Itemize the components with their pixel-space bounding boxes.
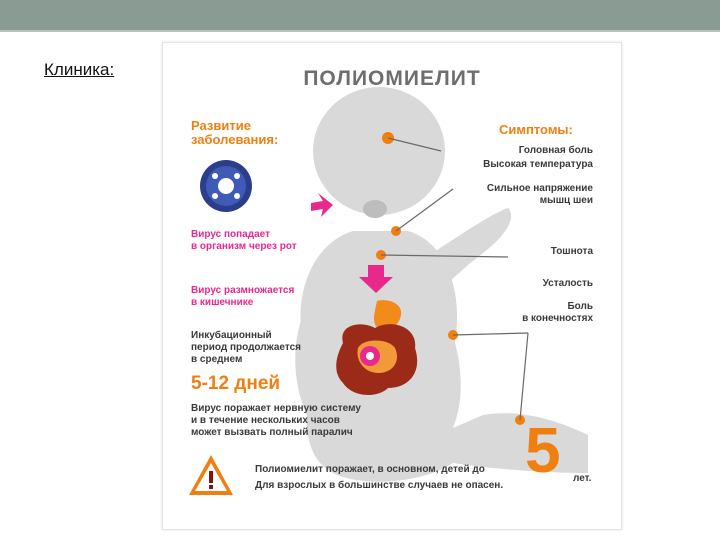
- development-heading: Развитие заболевания:: [191, 118, 279, 147]
- warning-icon: [189, 455, 233, 495]
- symptom-limb-pain: Боль в конечностях: [522, 301, 593, 324]
- slide-label: Клиника:: [44, 60, 115, 79]
- symptoms-heading: Симптомы:: [499, 122, 573, 137]
- throat-mark: [363, 200, 387, 218]
- footer-note: Полиомиелит поражает, в основном, детей до Для взрослых в большинстве случаев не опасен.: [255, 464, 504, 491]
- symptom-headache: Головная боль: [518, 145, 593, 156]
- poliomyelitis-poster: [162, 42, 622, 530]
- poster-title: ПОЛИОМИЕЛИТ: [303, 67, 481, 90]
- slide-header-bar: [0, 0, 720, 30]
- stage-nerve-damage: Вирус поражает нервную систему и в течение нескольких часов может вызвать полный паралич: [191, 403, 361, 438]
- symptom-nausea: Тошнота: [550, 246, 593, 257]
- symptom-fever: Высокая температура: [483, 159, 593, 170]
- slide-header-line: [0, 30, 720, 32]
- incubation-days: 5-12 дней: [191, 373, 281, 394]
- stage-multiply: Вирус размножается в кишечнике: [191, 285, 295, 308]
- virus-icon: [200, 160, 252, 212]
- symptom-fatigue: Усталость: [542, 278, 593, 289]
- stage-entry: Вирус попадает в организм через рот: [191, 229, 297, 252]
- stage-incubation: Инкубационный период продолжается в среднем: [191, 330, 302, 365]
- years-label: лет.: [573, 473, 592, 484]
- age-number: 5: [525, 414, 561, 486]
- arrow-icon: [311, 193, 333, 217]
- symptom-neck-tension: Сильное напряжение мышц шеи: [486, 183, 593, 206]
